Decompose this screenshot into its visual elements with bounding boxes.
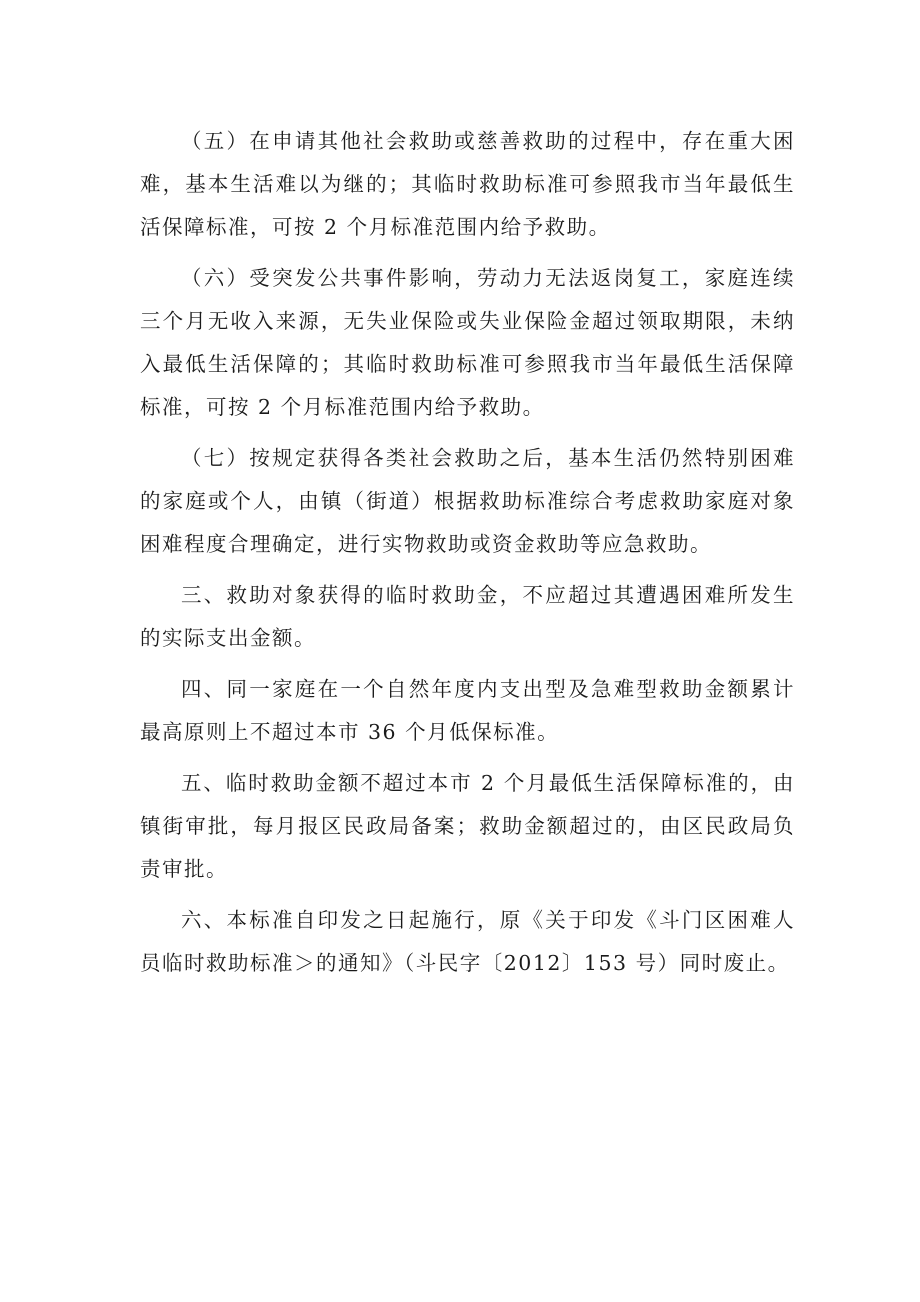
- paragraph-section-3-amount-limit: 三、救助对象获得的临时救助金，不应超过其遭遇困难所发生的实际支出金额。: [140, 583, 795, 650]
- document-body: [140, 120, 795, 993]
- paragraph-section-6-effective-date: 六、本标准自印发之日起施行，原《关于印发《斗门区困难人员临时救助标准＞的通知》（斗民字〔2012〕153 号）同时废止。: [140, 908, 795, 975]
- paragraph-item-7-special-difficulty: （七）按规定获得各类社会救助之后，基本生活仍然特别困难的家庭或个人，由镇（街道）根据救助标准综合考虑救助家庭对象困难程度合理确定，进行实物救助或资金救助等应急救助。: [140, 446, 795, 556]
- paragraph-section-5-approval: 五、临时救助金额不超过本市 2 个月最低生活保障标准的，由镇街审批，每月报区民政局备案；救助金额超过的，由区民政局负责审批。: [140, 771, 795, 881]
- paragraph-section-4-annual-cap: 四、同一家庭在一个自然年度内支出型及急难型救助金额累计最高原则上不超过本市 36 个月低保标准。: [140, 677, 795, 744]
- paragraph-item-6-public-emergency-impact: （六）受突发公共事件影响，劳动力无法返岗复工，家庭连续三个月无收入来源，无失业保险或失业保险金超过领取期限，未纳入最低生活保障的；其临时救助标准可参照我市当年最低生活保障标准，可按 2 个月标准范围内给予救助。: [140, 266, 795, 419]
- paragraph-item-5-hardship-in-other-aid: （五）在申请其他社会救助或慈善救助的过程中，存在重大困难，基本生活难以为继的；其临时救助标准可参照我市当年最低生活保障标准，可按 2 个月标准范围内给予救助。: [140, 129, 795, 239]
